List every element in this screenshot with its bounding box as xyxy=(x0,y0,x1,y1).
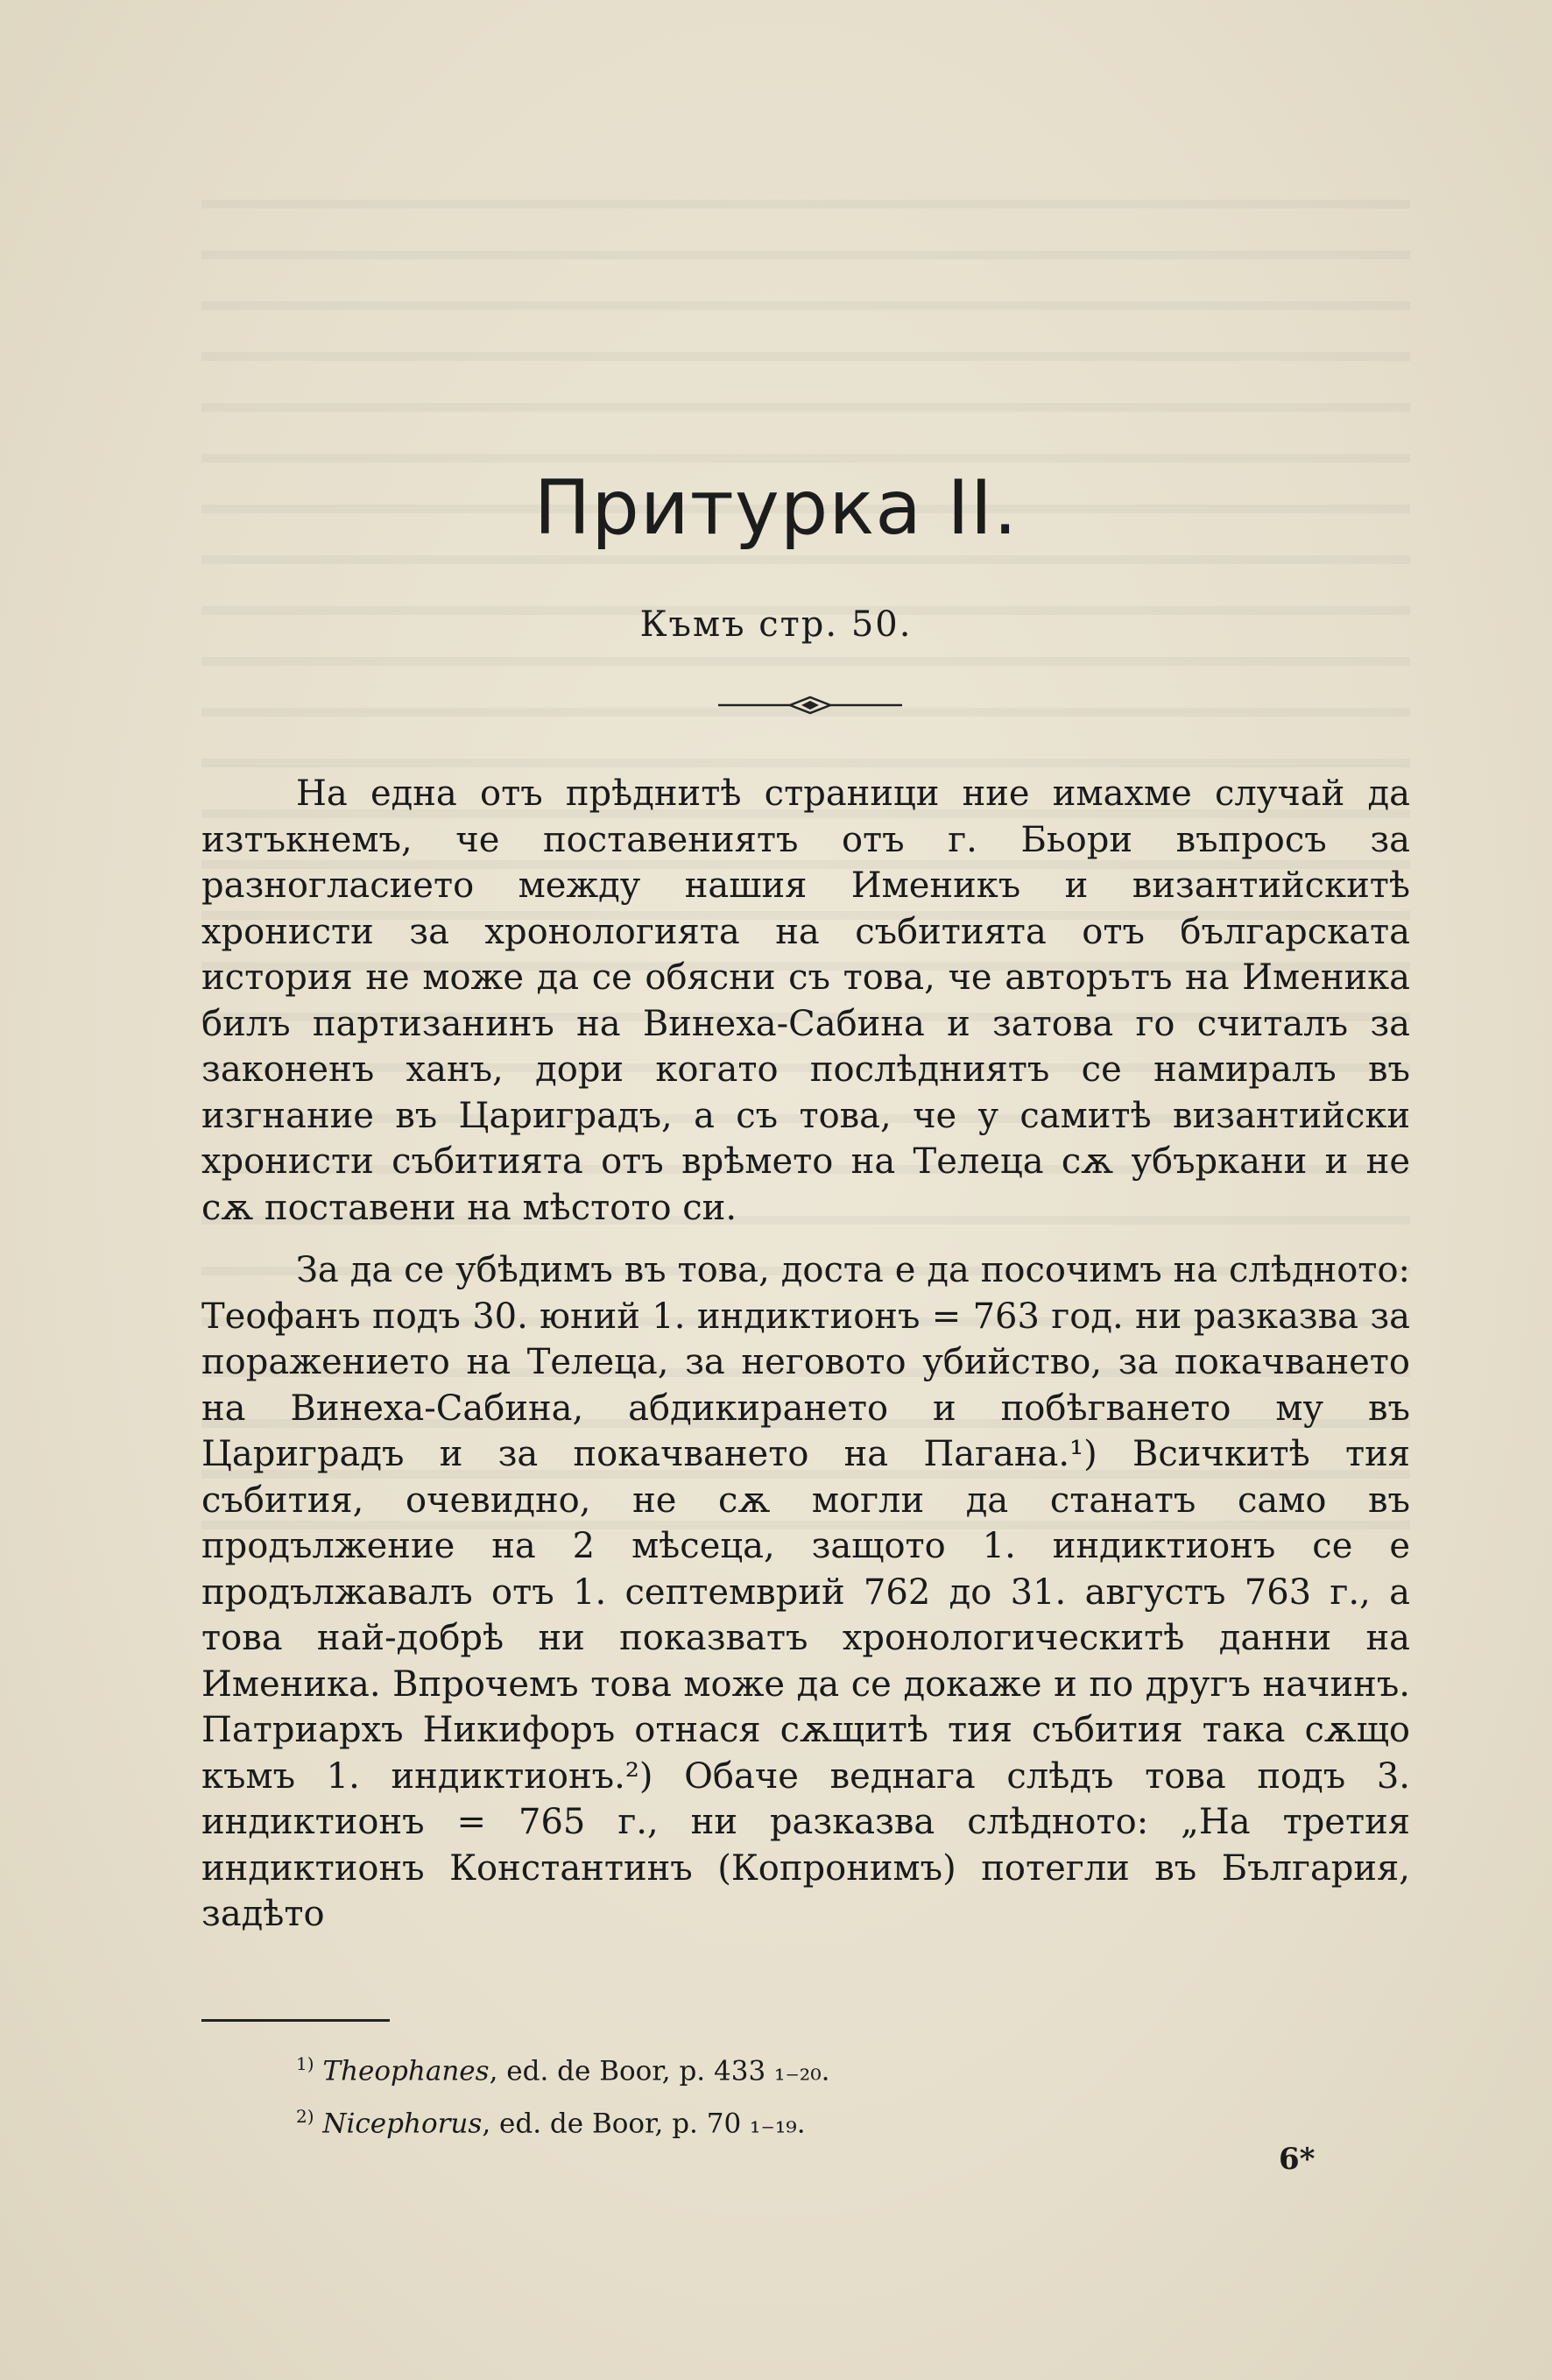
footnote xyxy=(296,2094,1347,2146)
signature-mark: 6* xyxy=(1279,2142,1316,2177)
section-subtitle: Къмъ стр. 50. xyxy=(639,604,913,645)
footnotes xyxy=(296,2041,1347,2147)
footnote-rule xyxy=(201,2019,390,2022)
paragraph: На една отъ прѣднитѣ страници ние имахме случай да изтъкнемъ, че поставениятъ отъ г. Бьори въпросъ за разногласието между нашия Именикъ и византийскитѣ хронисти за хронологията на събитията отъ българската история не може да се обясни съ това, че авторътъ на Именика билъ партизанинъ на Винеха-Сабина и затова го считалъ за законенъ ханъ, дори когато послѣдниятъ се намиралъ въ изгнание въ Цариградъ, а съ това, че у самитѣ византийски хронисти събитията отъ врѣмето на Телеца сѫ убъркани и не сѫ поставени на мѣстото си. xyxy=(201,773,1410,1228)
footnote-author: Nicephorus xyxy=(322,2108,483,2140)
footnote-mark: 1) xyxy=(296,2053,314,2074)
footnote-mark: 2) xyxy=(296,2106,314,2128)
footnote-reference: , ed. de Boor, p. 70 ₁₋₁₉. xyxy=(482,2108,806,2140)
footnote-author: Theophanes xyxy=(322,2055,490,2087)
ornament-divider xyxy=(718,692,902,718)
main-text xyxy=(201,771,1410,1954)
paragraph: За да се убѣдимъ въ това, доста е да посочимъ на слѣдното: Теофанъ подъ 30. юний 1. индиктионъ = 763 год. ни разказва за поражението на Телеца, за неговото убийство, за покачването на Винеха-Сабина, абдикирането и побѣгването му въ Цариградъ и за покачването на Пагана.¹) Всичкитѣ тия събития, очевидно, не сѫ могли да станатъ само въ продължение на 2 мѣсеца, защото 1. индиктионъ се е продължавалъ отъ 1. септемврий 762 до 31. августъ 763 г., а това най-добрѣ ни показватъ хронологическитѣ данни на Именика. Впрочемъ това може да се докаже и по другъ начинъ. Патриархъ Никифоръ отнася сѫщитѣ тия събития така сѫщо къмъ 1. индиктионъ.²) Обаче веднага слѣдъ това подъ 3. индиктионъ = 765 г., ни разказва слѣдното: „На третия индиктионъ Константинъ (Копронимъ) потегли въ България, задѣто xyxy=(201,1250,1410,1934)
footnote xyxy=(296,2041,1347,2094)
footnote-reference: , ed. de Boor, p. 433 ₁₋₂₀. xyxy=(489,2055,830,2087)
section-title: Притурка II. xyxy=(533,464,1019,552)
